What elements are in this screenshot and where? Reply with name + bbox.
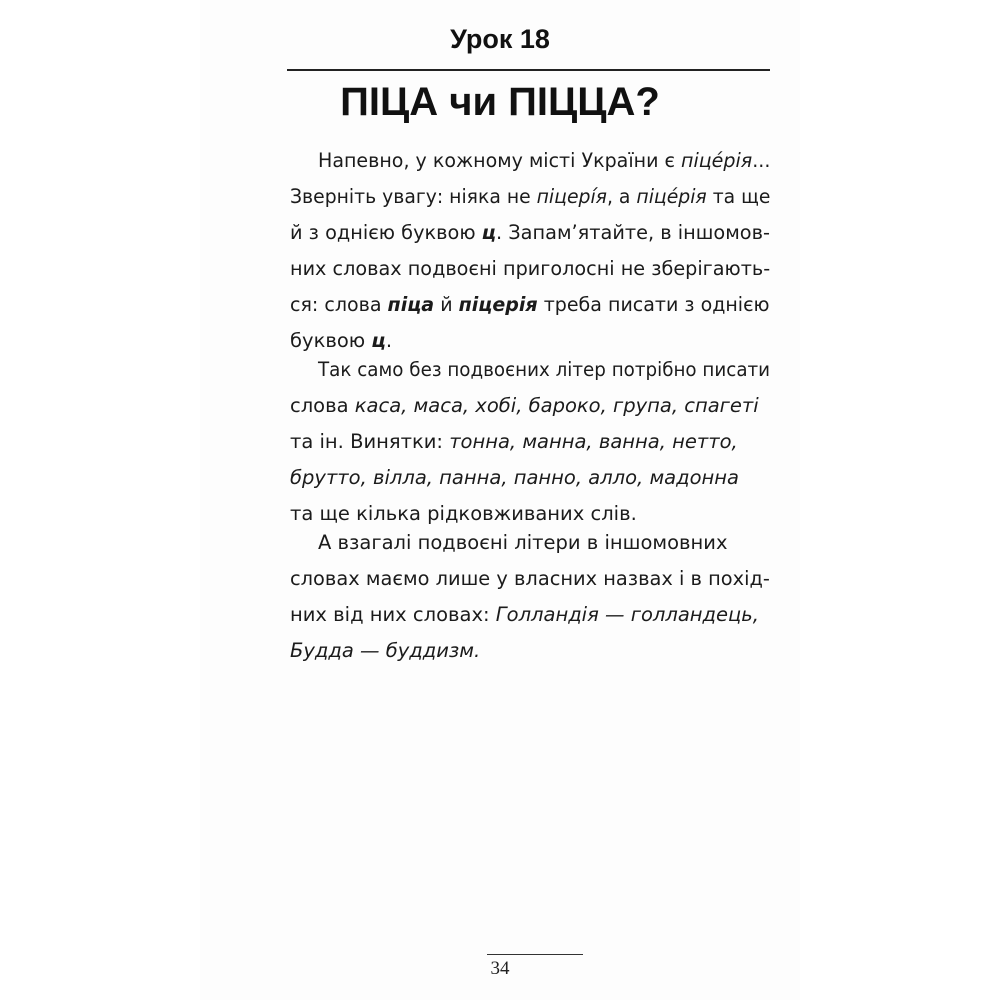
bold-italic-word: піцерія [458, 293, 538, 316]
line-fit-wrapper: них словах подвоєні приголосні не зберігають- [290, 257, 771, 280]
text-segment: , а [606, 185, 637, 208]
text-segment: та ще [706, 185, 771, 208]
bold-italic-letter: ц [371, 329, 386, 352]
line-fit-wrapper [290, 187, 770, 207]
italic-word: піцерíя [536, 185, 607, 208]
paragraph-2-line-2 [290, 396, 770, 416]
line-fit-wrapper [290, 223, 770, 243]
line-fit-wrapper [290, 331, 392, 351]
page-number: 34 [490, 958, 510, 979]
bold-italic-letter: ц [481, 221, 497, 244]
text-segment: Напевно, у кожному місті України є [318, 149, 681, 172]
text-segment: ... [752, 149, 771, 172]
header-rule [287, 69, 770, 71]
italic-word-list: тонна, манна, ванна, нетто, [449, 430, 738, 453]
line-fit-wrapper [290, 396, 759, 416]
line-fit-wrapper: А взагалі подвоєні літери в іншомовних [318, 531, 728, 554]
text-segment: треба писати з однією [537, 293, 770, 316]
italic-word: піцéрія [680, 149, 753, 172]
paragraph-2-line-3 [290, 432, 770, 452]
paragraph-3-line-1 [290, 533, 770, 553]
text-segment: буквою [290, 329, 372, 352]
paragraph-2-line-1 [290, 360, 770, 380]
paragraph-2-line-5 [290, 504, 770, 524]
text-segment: . [385, 329, 393, 352]
line-fit-wrapper: брутто, вілла, панна, панно, алло, мадонна [290, 466, 739, 489]
text-segment: Зверніть увагу: ніяка не [290, 185, 537, 208]
line-fit-wrapper: словах маємо лише у власних назвах і в похід- [290, 567, 770, 590]
text-segment: й [434, 293, 459, 316]
line-fit-wrapper [290, 432, 738, 452]
line-fit-wrapper [290, 295, 770, 315]
paragraph-1-line-5 [290, 295, 770, 315]
bold-italic-word: піца [387, 293, 435, 316]
paragraph-1-line-4 [290, 259, 770, 279]
paragraph-1-line-6 [290, 331, 770, 351]
line-fit-wrapper [318, 151, 770, 171]
text-segment: слова [290, 394, 355, 417]
paragraph-3-line-2 [290, 569, 770, 589]
italic-word-list: каса, маса, хобі, бароко, група, спагеті [354, 394, 759, 417]
paragraph-1-line-3 [290, 223, 770, 243]
italic-word: піцéрія [636, 185, 707, 208]
text-segment: них від них словах: [290, 603, 496, 626]
paragraph-1-line-2 [290, 187, 770, 207]
paragraph-3-line-4 [290, 641, 770, 661]
page-title: ПІЦА чи ПІЦЦА? [340, 80, 660, 124]
paragraph-1-line-1 [290, 151, 770, 171]
text-segment: . Запам’ятайте, в іншомов- [496, 221, 770, 244]
line-fit-wrapper [290, 605, 759, 625]
line-fit-wrapper: Так само без подвоєних літер потрібно писати [318, 358, 771, 381]
footer-rule [487, 954, 583, 955]
paragraph-2-line-4 [290, 468, 770, 488]
lesson-label: Урок 18 [450, 24, 550, 54]
italic-word-list: Голландія — голландець, [495, 603, 759, 626]
text-segment: ся: слова [290, 293, 388, 316]
text-segment: та ін. Винятки: [290, 430, 450, 453]
paragraph-3-line-3 [290, 605, 770, 625]
line-fit-wrapper: та ще кілька рідковживаних слів. [290, 502, 637, 525]
text-segment [318, 149, 770, 172]
line-fit-wrapper: Будда — буддизм. [290, 639, 481, 662]
text-segment: й з однією буквою [290, 221, 482, 244]
